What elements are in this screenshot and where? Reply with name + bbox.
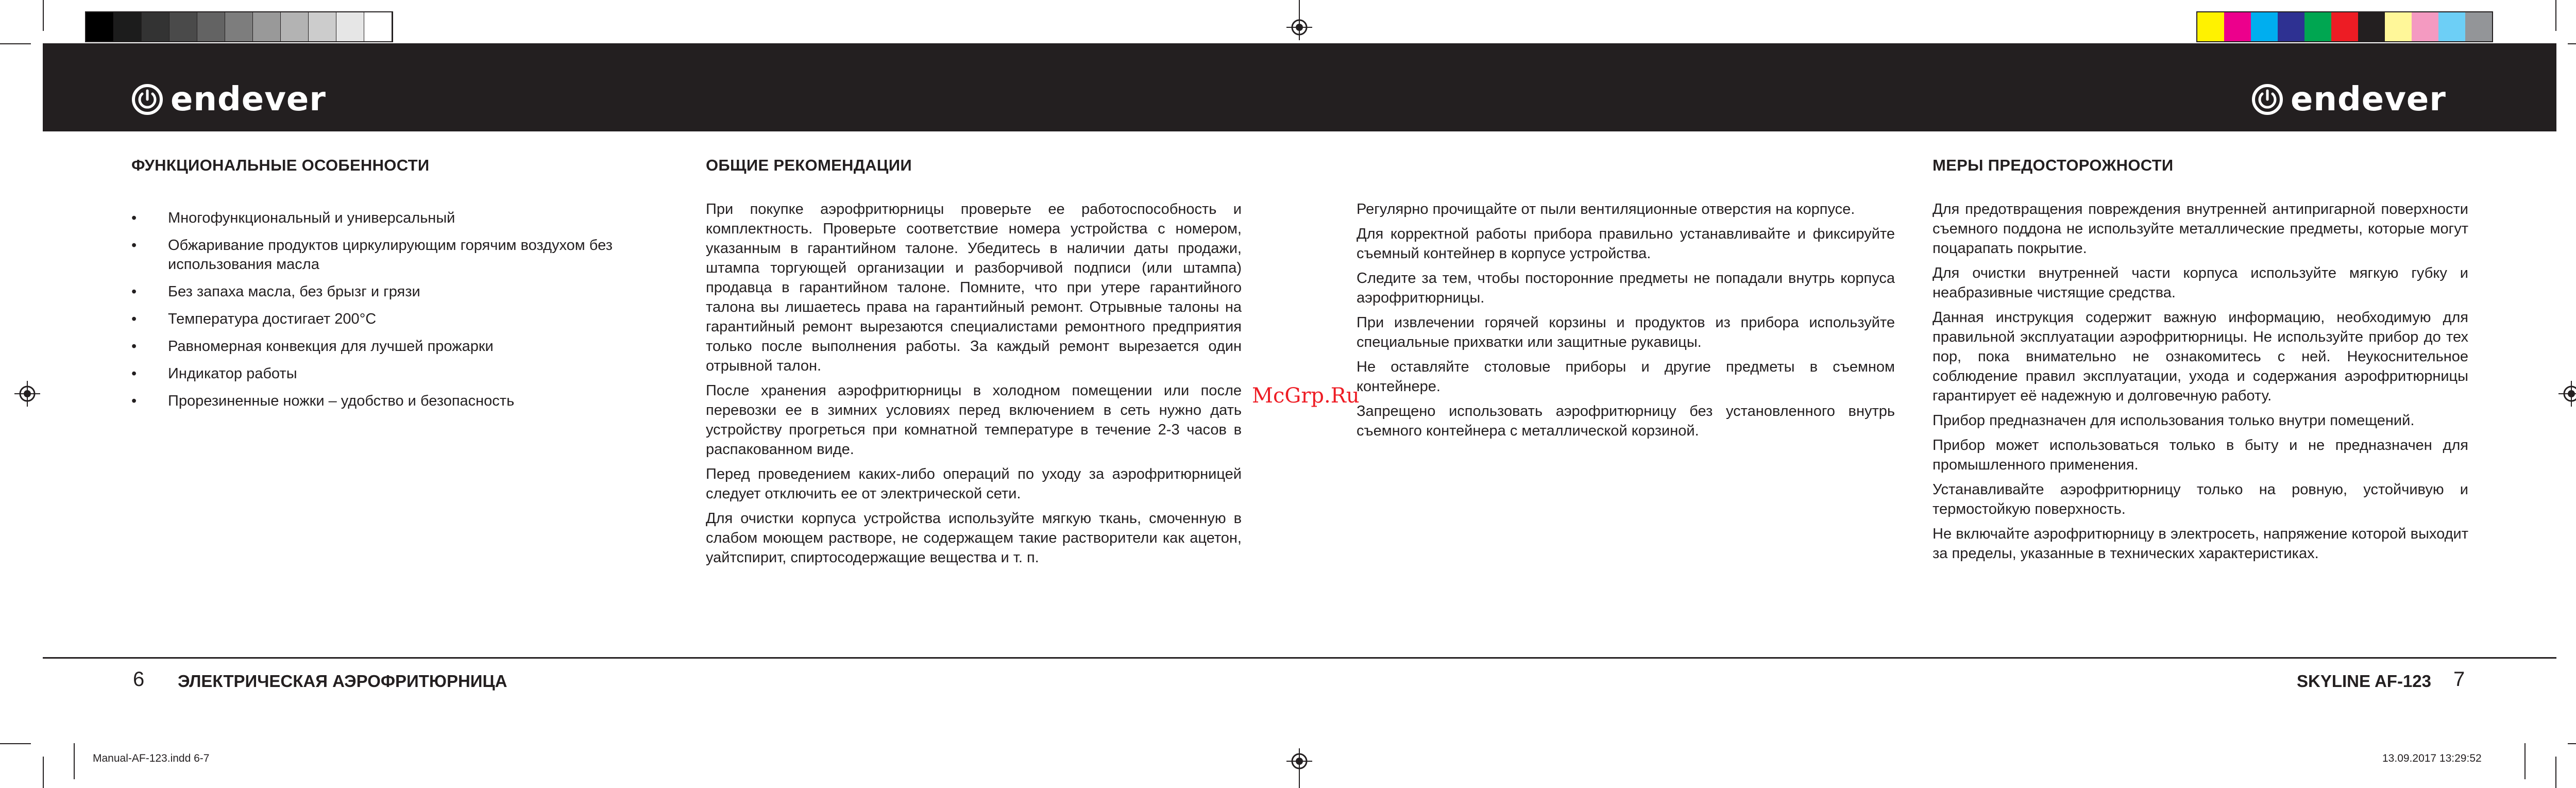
crop-mark bbox=[0, 43, 31, 44]
crop-mark bbox=[74, 743, 75, 779]
list-item: • Прорезиненные ножки – удобство и безопасность bbox=[131, 392, 667, 411]
gray-swatch bbox=[170, 12, 197, 41]
power-icon bbox=[131, 83, 163, 115]
color-swatch bbox=[2412, 12, 2438, 41]
crop-mark bbox=[0, 743, 31, 744]
list-item: • Многофункциональный и универсальный bbox=[131, 209, 667, 228]
color-swatch bbox=[2224, 12, 2251, 41]
paragraph: Прибор может использоваться только в быту и не предназначен для промышленного применения. bbox=[1933, 437, 2468, 473]
gray-swatch bbox=[197, 12, 225, 41]
color-swatch bbox=[2438, 12, 2465, 41]
precautions-heading: МЕРЫ ПРЕДОСТОРОЖНОСТИ bbox=[1933, 156, 2174, 174]
grayscale-calibration-bar bbox=[85, 11, 393, 42]
paragraph: Для предотвращения повреждения внутренней антипригарной поверхности съемного поддона не используйте металлические предметы, которые могут поцарапать покрытие. bbox=[1933, 201, 2468, 257]
crop-mark bbox=[1299, 773, 1300, 788]
gray-swatch bbox=[114, 12, 142, 41]
list-item: • Равномерная конвекция для лучшей прожарки bbox=[131, 337, 667, 356]
gray-swatch bbox=[142, 12, 170, 41]
crop-mark bbox=[2555, 0, 2556, 31]
slug-file: Manual-AF-123.indd 6-7 bbox=[93, 752, 210, 764]
paragraph: Для очистки корпуса устройства используйте мягкую ткань, смоченную в слабом моющем растворе, не содержащем такие растворители как ацетон, уайтспирит, спиртосодержащие вещества и т. п. bbox=[706, 510, 1242, 566]
paragraph: Не оставляйте столовые приборы и другие предметы в съемном контейнере. bbox=[1357, 359, 1895, 395]
watermark: McGrp.Ru bbox=[1252, 384, 1360, 408]
registration-mark-icon bbox=[1286, 14, 1312, 40]
color-calibration-bar bbox=[2196, 11, 2493, 42]
list-item: • Индикатор работы bbox=[131, 364, 667, 383]
crop-mark bbox=[1299, 0, 1300, 15]
paragraph: Данная инструкция содержит важную информацию, необходимую для правильной эксплуатации аэрофритюрницы. Не используйте прибор до тех пор, пока внимательно не ознакомитесь с ней. Неукоснительное соблюдение правил эксплуатации, ухода и содержания аэрофритюрницы гарантирует её надежную и долговечную работу. bbox=[1933, 309, 2468, 404]
footer-model: SKYLINE AF-123 bbox=[2297, 672, 2432, 691]
crop-mark bbox=[2568, 743, 2576, 744]
gray-swatch bbox=[86, 12, 114, 41]
gray-swatch bbox=[364, 12, 392, 41]
slug-datetime: 13.09.2017 13:29:52 bbox=[2382, 752, 2482, 764]
color-swatch bbox=[2331, 12, 2358, 41]
paragraph: Запрещено использовать аэрофритюрницу без установленного внутрь съемного контейнера с металлической корзиной. bbox=[1357, 403, 1895, 439]
list-item: • Обжаривание продуктов циркулирующим горячим воздухом без использования масла bbox=[131, 236, 667, 274]
registration-mark-icon bbox=[1286, 748, 1312, 774]
gray-swatch bbox=[225, 12, 253, 41]
color-swatch bbox=[2358, 12, 2385, 41]
crop-mark bbox=[2555, 757, 2556, 788]
power-icon bbox=[2251, 83, 2283, 115]
features-heading: ФУНКЦИОНАЛЬНЫЕ ОСОБЕННОСТИ bbox=[131, 156, 430, 174]
paragraph: Для очистки внутренней части корпуса используйте мягкую губку и неабразивные чистящие средства. bbox=[1933, 265, 2468, 301]
header-band bbox=[43, 43, 2556, 131]
brand-logo-left bbox=[131, 81, 326, 118]
color-swatch bbox=[2304, 12, 2331, 41]
paragraph: Прибор предназначен для использования только внутри помещений. bbox=[1933, 412, 2415, 429]
footer-divider bbox=[43, 657, 2556, 659]
paragraph: Устанавливайте аэрофритюрницу только на ровную, устойчивую и термостойкую поверхность. bbox=[1933, 481, 2468, 517]
paragraph: Для корректной работы прибора правильно устанавливайте и фиксируйте съемный контейнер в корпусе устройства. bbox=[1357, 226, 1895, 262]
paragraph: После хранения аэрофритюрницы в холодном помещении или после перевозки ее в зимних условиях перед включением в сеть нужно дать устройству прогреться при комнатной температуре в течение 2-3 часов в распакованном виде. bbox=[706, 382, 1242, 458]
gray-swatch bbox=[281, 12, 309, 41]
color-swatch bbox=[2251, 12, 2278, 41]
features-column bbox=[131, 209, 667, 419]
crop-mark bbox=[2568, 43, 2576, 44]
color-swatch bbox=[2385, 12, 2412, 41]
precautions-column bbox=[1933, 199, 2468, 568]
color-swatch bbox=[2197, 12, 2224, 41]
general-heading: ОБЩИЕ РЕКОМЕНДАЦИИ bbox=[706, 156, 912, 174]
features-list bbox=[131, 209, 667, 411]
logo-text: endever bbox=[171, 80, 326, 119]
crop-mark bbox=[43, 0, 44, 31]
paragraph: Перед проведением каких-либо операций по уходу за аэрофритюрницей следует отключить ее от электрической сети. bbox=[706, 466, 1242, 502]
paragraph: Не включайте аэрофритюрницу в электросеть, напряжение которой выходит за пределы, указанные в технических характеристиках. bbox=[1933, 526, 2468, 562]
registration-mark-icon bbox=[2558, 381, 2576, 407]
color-swatch bbox=[2465, 12, 2492, 41]
gray-swatch bbox=[336, 12, 364, 41]
brand-logo-right bbox=[2251, 81, 2446, 118]
page-number-left: 6 bbox=[133, 668, 145, 691]
color-swatch bbox=[2278, 12, 2304, 41]
crop-mark bbox=[2524, 743, 2526, 779]
page-number-right: 7 bbox=[2453, 668, 2465, 691]
gray-swatch bbox=[253, 12, 281, 41]
list-item: • Без запаха масла, без брызг и грязи bbox=[131, 282, 667, 301]
registration-mark-icon bbox=[14, 381, 40, 407]
paragraph: При покупке аэрофритюрницы проверьте ее работоспособность и комплектность. Проверьте соответствие номера устройства с номером, указанным в гарантийном талоне. Убедитесь в наличии даты продажи, штампа торгующей организации и разборчивой подписи (или штампа) продавца в гарантийном талоне. Помните, что при утере гарантийного талона вы лишаетесь права на гарантийный ремонт. Отрывные талоны на гарантийный ремонт вырезаются специалистами ремонтного предприятия только после выполнения работы. За каждый ремонт вырезается один отрывной талон. bbox=[706, 201, 1242, 374]
footer-title: ЭЛЕКТРИЧЕСКАЯ АЭРОФРИТЮРНИЦА bbox=[178, 672, 507, 691]
crop-mark bbox=[43, 757, 44, 788]
logo-text: endever bbox=[2291, 80, 2446, 119]
gray-swatch bbox=[309, 12, 336, 41]
paragraph: Следите за тем, чтобы посторонние предметы не попадали внутрь корпуса аэрофритюрницы. bbox=[1357, 270, 1895, 306]
paragraph: При извлечении горячей корзины и продуктов из прибора используйте специальные прихватки или защитные рукавицы. bbox=[1357, 314, 1895, 350]
continued-column bbox=[1357, 199, 1895, 446]
list-item: • Температура достигает 200°C bbox=[131, 310, 667, 329]
paragraph: Регулярно прочищайте от пыли вентиляционные отверстия на корпусе. bbox=[1357, 201, 1855, 217]
general-column bbox=[706, 199, 1242, 573]
